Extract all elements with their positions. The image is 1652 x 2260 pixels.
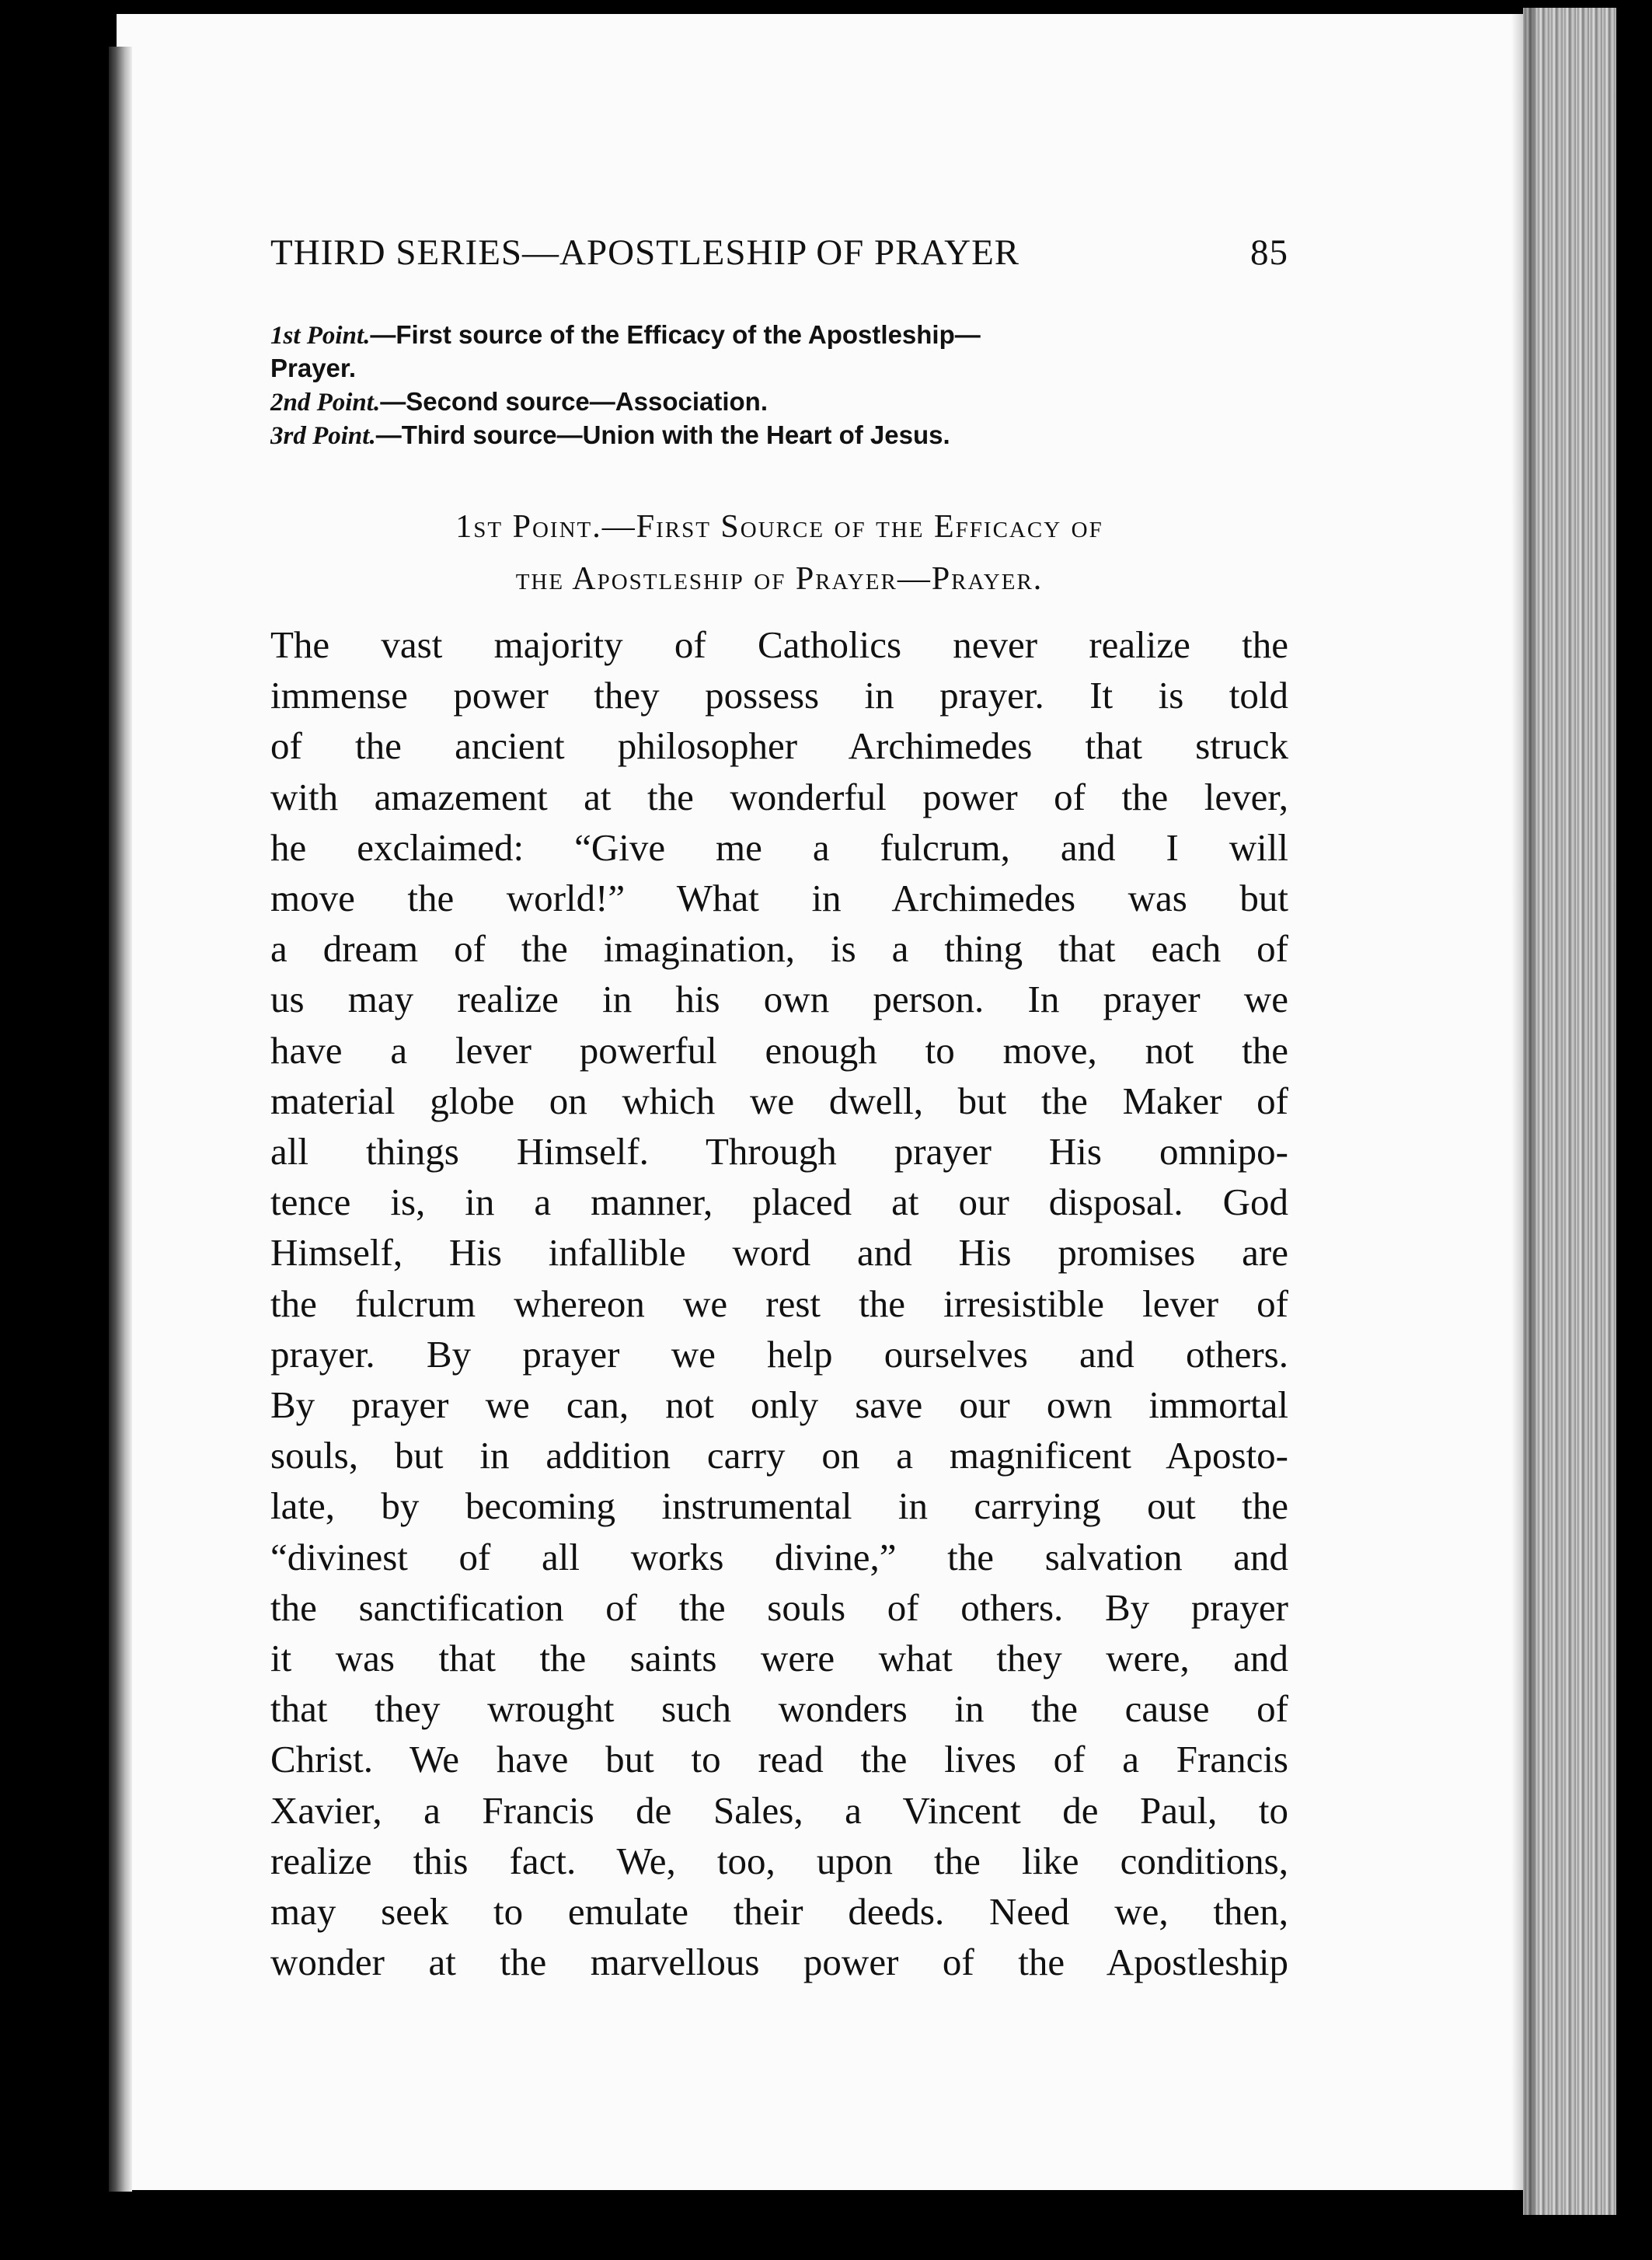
section-heading-line: the Apostleship of Prayer—Prayer. [515, 561, 1044, 597]
outline-point-text: —First source of the Efficacy of the Apostleship— [370, 320, 981, 349]
body-line: “divinest of all works divine,” the salvation and [270, 1535, 1288, 1578]
outline-point-label: 2nd Point. [270, 389, 381, 417]
outline-point-label: 1st Point. [270, 322, 371, 350]
body-line: have a lever powerful enough to move, not the [270, 1028, 1288, 1072]
body-line: By prayer we can, not only save our own immortal [270, 1383, 1288, 1427]
body-line: immense power they possess in prayer. It is told [270, 674, 1288, 717]
body-line: all things Himself. Through prayer His omnipo- [270, 1130, 1288, 1174]
body-line: move the world!” What in Archimedes was but [270, 877, 1288, 920]
page-edge-shadow [1511, 8, 1535, 2215]
body-line: with amazement at the wonderful power of the lever, [270, 775, 1288, 818]
outline-point-text: Prayer. [270, 354, 357, 382]
points-outline [270, 319, 1288, 452]
outline-item [270, 319, 1288, 352]
outline-point-text: —Second source—Association. [380, 387, 768, 416]
section-heading [270, 501, 1288, 605]
page-left-edge [109, 47, 132, 2192]
body-line: late, by becoming instrumental in carrying out the [270, 1484, 1288, 1528]
section-heading-line: 1st Point.—First Source of the Efficacy of [455, 509, 1103, 545]
body-line: a dream of the imagination, is a thing that each of [270, 927, 1288, 971]
body-line: prayer. By prayer we help ourselves and others. [270, 1332, 1288, 1376]
body-line: he exclaimed: “Give me a fulcrum, and I will [270, 825, 1288, 869]
body-line: tence is, in a manner, placed at our disposal. God [270, 1181, 1288, 1224]
body-line: the fulcrum whereon we rest the irresistible lever of [270, 1282, 1288, 1325]
body-line: the sanctification of the souls of others. By prayer [270, 1585, 1288, 1629]
body-line: of the ancient philosopher Archimedes that struck [270, 724, 1288, 768]
body-line: us may realize in his own person. In prayer we [270, 978, 1288, 1021]
outline-point-text: —Third source—Union with the Heart of Jesus. [375, 420, 950, 449]
body-line: realize this fact. We, too, upon the like conditions, [270, 1839, 1288, 1882]
body-line: wonder at the marvellous power of the Apostleship [270, 1941, 1288, 1984]
page-stack-edge [1523, 8, 1616, 2215]
body-line: Xavier, a Francis de Sales, a Vincent de Paul, to [270, 1788, 1288, 1832]
running-head [270, 232, 1288, 274]
body-line: Christ. We have but to read the lives of a Francis [270, 1738, 1288, 1781]
outline-item [270, 385, 1288, 419]
body-paragraph [270, 619, 1288, 1987]
outline-item [270, 419, 1288, 452]
body-line: material globe on which we dwell, but the Maker of [270, 1079, 1288, 1122]
page-number: 85 [1250, 232, 1288, 273]
body-line: The vast majority of Catholics never realize the [270, 623, 1288, 666]
running-head-title: THIRD SERIES—APOSTLESHIP OF PRAYER [270, 232, 1020, 273]
body-line: may seek to emulate their deeds. Need we, then, [270, 1890, 1288, 1934]
body-line: that they wrought such wonders in the cause of [270, 1687, 1288, 1731]
outline-item [270, 352, 1288, 385]
body-line: souls, but in addition carry on a magnificent Aposto- [270, 1434, 1288, 1477]
body-line: it was that the saints were what they were, and [270, 1637, 1288, 1680]
outline-point-label: 3rd Point. [270, 422, 376, 450]
body-line: Himself, His infallible word and His promises are [270, 1231, 1288, 1275]
